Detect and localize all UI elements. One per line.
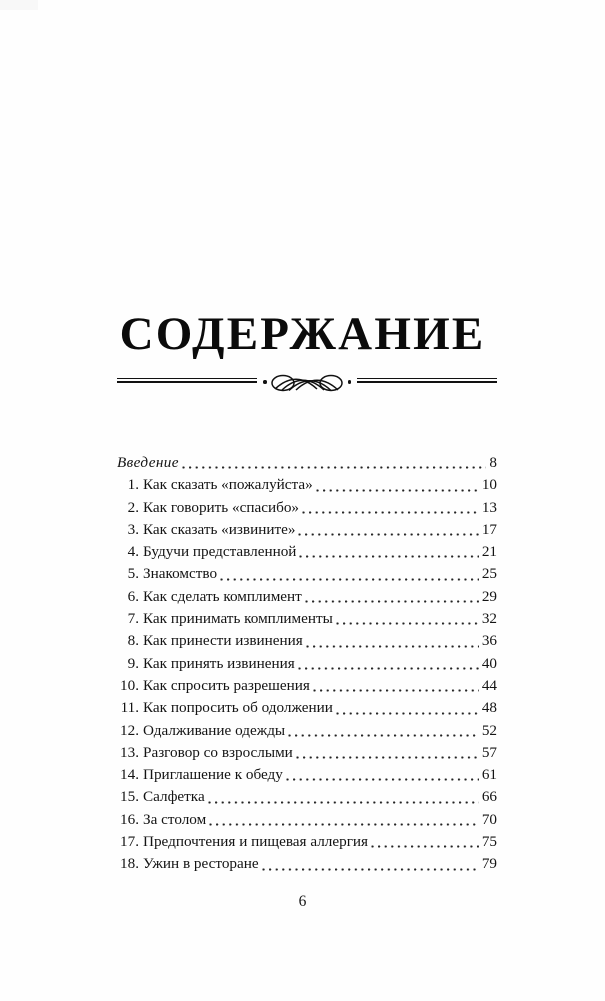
toc-entry-number: 14.	[120, 766, 139, 784]
toc-entry-label: Как говорить «спасибо»	[143, 498, 300, 516]
dot-leader	[208, 801, 479, 804]
toc-entry-page: 36	[481, 632, 497, 650]
toc-entry-number: 10.	[120, 676, 139, 694]
toc-entry-label: Салфетка	[143, 788, 205, 806]
dot-leader	[288, 734, 479, 737]
toc-entry-label: Разговор со взрослыми	[143, 743, 293, 761]
dot-leader	[316, 489, 479, 492]
toc-entry-label: Приглашение к обеду	[143, 766, 283, 784]
toc-entry-label: Как спросить разрешения	[143, 676, 310, 694]
toc-entry-number: 16.	[120, 810, 139, 828]
toc-entry[interactable]	[117, 764, 497, 786]
toc-entry-intro[interactable]	[117, 452, 497, 474]
dot-leader	[306, 645, 479, 648]
toc-entry-label: Как сделать комплимент	[143, 587, 302, 605]
folio-page-number: 6	[298, 893, 307, 910]
toc-entry-page: 70	[481, 810, 497, 828]
toc-entry[interactable]	[117, 608, 497, 630]
dot-leader	[336, 712, 479, 715]
ornamental-divider	[117, 372, 497, 394]
dot-leader	[371, 845, 479, 848]
toc-entry-label: Как принимать комплименты	[143, 610, 333, 628]
toc-entry[interactable]	[117, 742, 497, 764]
toc-entry-page: 8	[489, 454, 497, 471]
dot-leader	[262, 868, 479, 871]
toc-entry-number: 4.	[127, 543, 139, 561]
toc-entry-number: 1.	[127, 476, 139, 494]
toc-entry-number: 18.	[120, 855, 139, 873]
page-title: СОДЕРЖАНИЕ	[119, 308, 486, 360]
toc-entry-number: 3.	[127, 520, 139, 538]
toc-entry-number: 8.	[127, 632, 139, 650]
toc-entry-number: 7.	[127, 610, 139, 628]
dot-leader	[336, 622, 479, 625]
toc-entry[interactable]	[117, 786, 497, 808]
toc-entry-page: 79	[481, 855, 497, 873]
toc-entry-page: 21	[481, 543, 497, 561]
toc-entry-number: 11.	[120, 699, 139, 717]
toc-entry[interactable]	[117, 541, 497, 563]
scan-edge-artifact	[0, 0, 38, 10]
dot-leader	[296, 756, 479, 759]
toc-entry[interactable]	[117, 563, 497, 585]
toc-entry-label: Как принести извинения	[143, 632, 303, 650]
toc-entry-page: 52	[481, 721, 497, 739]
toc-entry[interactable]	[117, 653, 497, 675]
toc-entry-page: 17	[481, 520, 497, 538]
toc-entry[interactable]	[117, 697, 497, 719]
toc-entry-page: 29	[481, 587, 497, 605]
divider-rule-right	[357, 378, 497, 386]
toc-entry[interactable]	[117, 474, 497, 496]
toc-entry-page: 44	[481, 676, 497, 694]
toc-entry[interactable]	[117, 809, 497, 831]
toc-entry-number: 15.	[120, 788, 139, 806]
toc-entry-label: Будучи представленной	[143, 543, 297, 561]
toc-entry-label: Знакомство	[143, 565, 218, 583]
toc-entry-page: 40	[481, 654, 497, 672]
dot-leader	[182, 466, 486, 469]
toc-entry-page: 13	[481, 498, 497, 516]
toc-entry[interactable]	[117, 586, 497, 608]
table-of-contents-list	[117, 452, 497, 876]
dot-leader	[220, 578, 479, 581]
toc-entry-number: 6.	[127, 587, 139, 605]
toc-entry-label: За столом	[143, 810, 207, 828]
divider-dot-right-icon	[348, 380, 352, 384]
dot-leader	[313, 689, 479, 692]
toc-entry[interactable]	[117, 497, 497, 519]
toc-entry-number: 17.	[120, 833, 139, 851]
toc-entry-label: Как попросить об одолжении	[143, 699, 333, 717]
toc-entry-number: 13.	[120, 743, 139, 761]
toc-entry-number: 2.	[127, 498, 139, 516]
toc-entry-label: Как принять извинения	[143, 654, 295, 672]
toc-entry-page: 66	[481, 788, 497, 806]
divider-rule-left	[117, 378, 257, 386]
toc-entry-page: 48	[481, 699, 497, 717]
toc-entry[interactable]	[117, 853, 497, 875]
toc-entry-page: 61	[481, 766, 497, 784]
dot-leader	[299, 555, 478, 558]
dot-leader	[298, 533, 478, 536]
dot-leader	[302, 511, 479, 514]
knot-ornament-icon	[269, 373, 345, 393]
toc-entry-label: Как сказать «извините»	[143, 520, 296, 538]
dot-leader	[305, 600, 479, 603]
toc-entry-label: Как сказать «пожалуйста»	[143, 476, 313, 494]
dot-leader	[286, 778, 479, 781]
divider-rules	[117, 372, 497, 394]
toc-entry-page: 57	[481, 743, 497, 761]
toc-entry[interactable]	[117, 675, 497, 697]
toc-entry-number: 12.	[120, 721, 139, 739]
toc-entry-page: 75	[481, 833, 497, 851]
toc-entry-label: Предпочтения и пищевая аллергия	[143, 833, 369, 851]
toc-entry-label: Одалживание одежды	[143, 721, 286, 739]
toc-entry-label: Введение	[117, 454, 179, 471]
divider-dot-left-icon	[263, 380, 267, 384]
toc-entry[interactable]	[117, 720, 497, 742]
toc-entry[interactable]	[117, 519, 497, 541]
toc-entry[interactable]	[117, 831, 497, 853]
toc-entry-label: Ужин в ресторане	[143, 855, 259, 873]
toc-entry-number: 5.	[127, 565, 139, 583]
toc-entry-number: 9.	[127, 654, 139, 672]
toc-entry[interactable]	[117, 630, 497, 652]
dot-leader	[298, 667, 479, 670]
toc-entry-page: 25	[481, 565, 497, 583]
toc-entry-page: 10	[481, 476, 497, 494]
dot-leader	[209, 823, 479, 826]
toc-entry-page: 32	[481, 610, 497, 628]
